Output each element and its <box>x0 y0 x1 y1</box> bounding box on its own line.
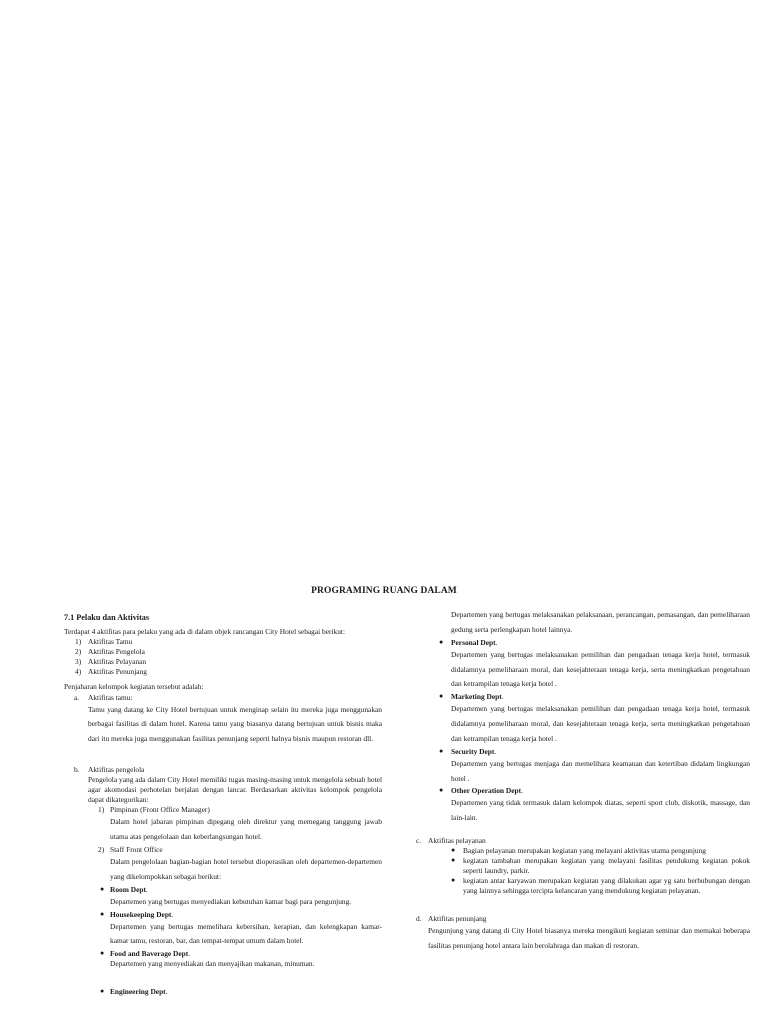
dept-item: ● Room Dept. Departemen yang bertugas menyediakan kebutuhan kamar bagi para pengunjung. <box>64 885 382 910</box>
dept-name: Engineering Dept <box>110 987 166 997</box>
list-item: 4) Aktifitas Penunjang <box>75 667 147 677</box>
dept-desc: Departemen yang bertugas melaksanakan pemilihan dan pengadaan tenaga kerja hotel, termasuk didalamnya pemeliharaan moral, dan kesejahteraan tenaga kerja, serta meningkatkan pengetahuan dan ketrampilan tenaga kerja hotel . <box>451 704 750 743</box>
list-item: ● Bagian pelayanan merupakan kegiatan yang melayani aktivitas utama pengunjung <box>451 846 706 856</box>
dept-item: ● Marketing Dept. Departemen yang bertugas melaksanakan pemilihan dan pengadaan tenaga kerja hotel, termasuk didalamnya pemeliharaan moral, dan kesejahteraan tenaga kerja, serta meningkatkan pengetahuan dan ketrampilan tenaga kerja hotel . <box>438 692 750 747</box>
dept-item: ● Food and Baverage Dept. Departemen yang menyediakan dan menyajikan makanan, minuman. <box>64 949 382 969</box>
dept-name: Food and Baverage Dept <box>110 949 189 959</box>
item-d-title: Aktifitas penunjang <box>428 914 487 924</box>
sub-item-1: 1) Pimpinan (Front Office Manager) Dalam hotel jabaran pimpinan dipegang oleh direktur yang memegang tanggung jawab utama atas pengelolaan dan keberlangsungan hotel. <box>64 805 382 845</box>
item-c-title: Aktifitas pelayanan <box>428 836 486 845</box>
dept-item: ● Security Dept. Departemen yang bertugas menjaga dan memelihara keamanan dan ketertiban didalam lingkungan hotel . <box>438 747 750 787</box>
activity-list <box>64 637 382 677</box>
dept-desc: Departemen yang bertugas menyediakan kebutuhan kamar bagi para pengunjung. <box>110 896 352 906</box>
section-heading: 7.1 Pelaku dan Aktivitas <box>64 613 150 622</box>
dept-name: Personal Dept <box>451 637 496 647</box>
item-a-body: Tamu yang datang ke City Hotel bertujuan untuk menginap selain itu mereka juga menggunakan berbagai fasilitas di dalam hotel. Karena tamu yang biasanya datang bertujuan untuk bisnis maka dari itu mereka juga menggunakan fasilitas penunjang seperti halnya bisnis maupun restoran dll. <box>88 704 382 744</box>
dept-item: ● Personal Dept. Departemen yang bertugas melaksanakan pemilihan dan pengadaan tenaga kerja hotel, termasuk didalamnya pemeliharaan moral, dan kesejahteraan tenaga kerja, serta meningkatkan pengetahuan dan ketrampilan tenaga kerja hotel . <box>438 638 750 693</box>
sub-item-2-body: Dalam pengelolaan bagian-bagian hotel tersebut dioperasikan oleh departemen-departemen yang dikelompokkan sebagai berikut: <box>110 857 382 881</box>
dept-desc: Departemen yang bertugas melaksanakan pemilihan dan pengadaan tenaga kerja hotel, termasuk didalamnya pemeliharaan moral, dan kesejahteraan tenaga kerja, serta meningkatkan pengetahuan dan ketrampilan tenaga kerja hotel . <box>451 649 750 689</box>
dept-name: Security Dept <box>451 746 495 756</box>
right-column <box>416 608 750 954</box>
dept-item: ● Other Operation Dept. Departemen yang tidak termasuk dalam kelompok diatas, seperti sport club, diskotik, massage, dan lain-lain. <box>438 786 750 826</box>
engineering-desc: Departemen yang bertugas melaksanakan pelaksanaan, perancangan, pemasangan, dan pemeliharaan gedung serta perlengkapan hotel lainnya. <box>451 610 750 634</box>
item-c: c. Aktifitas pelayanan <box>416 836 750 846</box>
item-d-body: Pengunjung yang datang di City Hotel biasanya mereka mengikuti kegiatan seminar dan memakai beberapa fasilitas penunjang hotel antara lain berolahraga dan makan di restoran. <box>428 926 750 951</box>
dept-name: Marketing Dept <box>451 692 502 702</box>
dept-name: Room Dept <box>110 884 146 894</box>
list-item: ● kegiatan tambahan merupakan kegiatan yang melayani fasilitas pendukung kegiatan pokok seperti laundry, parkir. <box>451 856 750 876</box>
dept-item: ● Housekeeping Dept. Departemen yang bertugas memelihara kebersihan, kerapian, dan kelengkapan kamar-kamar tamu, restoran, bar, dan tempat-tempat umum dalam hotel. <box>64 910 382 950</box>
left-column <box>64 612 382 997</box>
dept-desc: Departemen yang bertugas memelihara kebersihan, kerapian, dan kelengkapan kamar-kamar tamu, restoran, bar, dan tempat-tempat umum dalam hotel. <box>110 921 382 946</box>
sub-item-2: 2) Staff Front Office Dalam pengelolaan bagian-bagian hotel tersebut dioperasikan oleh departemen-departemen yang dikelompokkan sebagai berikut: <box>64 845 382 885</box>
dept-name: Other Operation Dept <box>451 786 522 796</box>
item-b-body: Pengelola yang ada dalam City Hotel memiliki tugas masing-masing untuk mengelola sebuah hotel agar akomodasi perhotelan berjalan dengan lancar. Berdasarkan aktivitas kelompok pengelola dapat dikategorikan: <box>88 775 382 805</box>
item-a-title: Aktifitas tamu: <box>88 692 133 702</box>
list-item: ● kegiatan antar karyawan merupakan kegiatan yang dilakukan agar yg satu berhubungan dengan yang lainnya sehingga tercipta kelancaran yang mendukung kegiatan pelayanan. <box>451 876 750 896</box>
sub-item-1-title: Pimpinan (Front Office Manager) <box>110 805 210 815</box>
item-a: a. Aktifitas tamu: Tamu yang datang ke City Hotel bertujuan untuk menginap selain itu mereka juga menggunakan berbagai fasilitas di dalam hotel. Karena tamu yang biasanya datang bertujuan untuk bisnis maka dari itu mereka juga menggunakan fasilitas penunjang seperti halnya bisnis maupun restoran dll. <box>64 693 382 748</box>
intro-paragraph: Terdapat 4 aktifitas para pelaku yang ada di dalam objek rancangan City Hotel sebagai berikut: <box>64 627 346 637</box>
page-title: PROGRAMING RUANG DALAM <box>311 586 457 596</box>
sub-item-1-body: Dalam hotel jabaran pimpinan dipegang oleh direktur yang memegang tanggung jawab utama atas pengelolaan dan keberlangsungan hotel. <box>110 817 382 842</box>
dept-desc: Departemen yang bertugas menjaga dan memelihara keamanan dan ketertiban didalam lingkungan hotel . <box>451 758 750 783</box>
list-item: 3) Aktifitas Pelayanan <box>75 657 147 667</box>
dept-name: Housekeeping Dept <box>110 909 172 919</box>
dept-desc: Departemen yang menyediakan dan menyajikan makanan, minuman. <box>110 959 315 969</box>
sub-item-2-title: Staff Front Office <box>110 844 163 854</box>
dept-desc: Departemen yang tidak termasuk dalam kelompok diatas, seperti sport club, diskotik, massage, dan lain-lain. <box>451 798 750 823</box>
dept-item: ● Engineering Dept. <box>100 987 168 997</box>
item-b-title: Aktifitas pengelola <box>88 765 145 775</box>
item-b: b. Aktifitas pengelola Pengelola yang ada dalam City Hotel memiliki tugas masing-masing untuk mengelola sebuah hotel agar akomodasi perhotelan berjalan dengan lancar. Berdasarkan aktivitas kelompok pengelola dapat dikategorikan: <box>74 765 382 805</box>
elaboration-intro: Penjaharan kelompok kegiatan tersebut adalah: <box>64 682 204 692</box>
list-item: 1) Aktifitas Tamu <box>75 637 133 647</box>
list-item: 2) Aktifitas Pengelola <box>75 647 145 657</box>
item-d: d. Aktifitas penunjang <box>416 914 750 924</box>
service-bullets <box>438 846 750 896</box>
